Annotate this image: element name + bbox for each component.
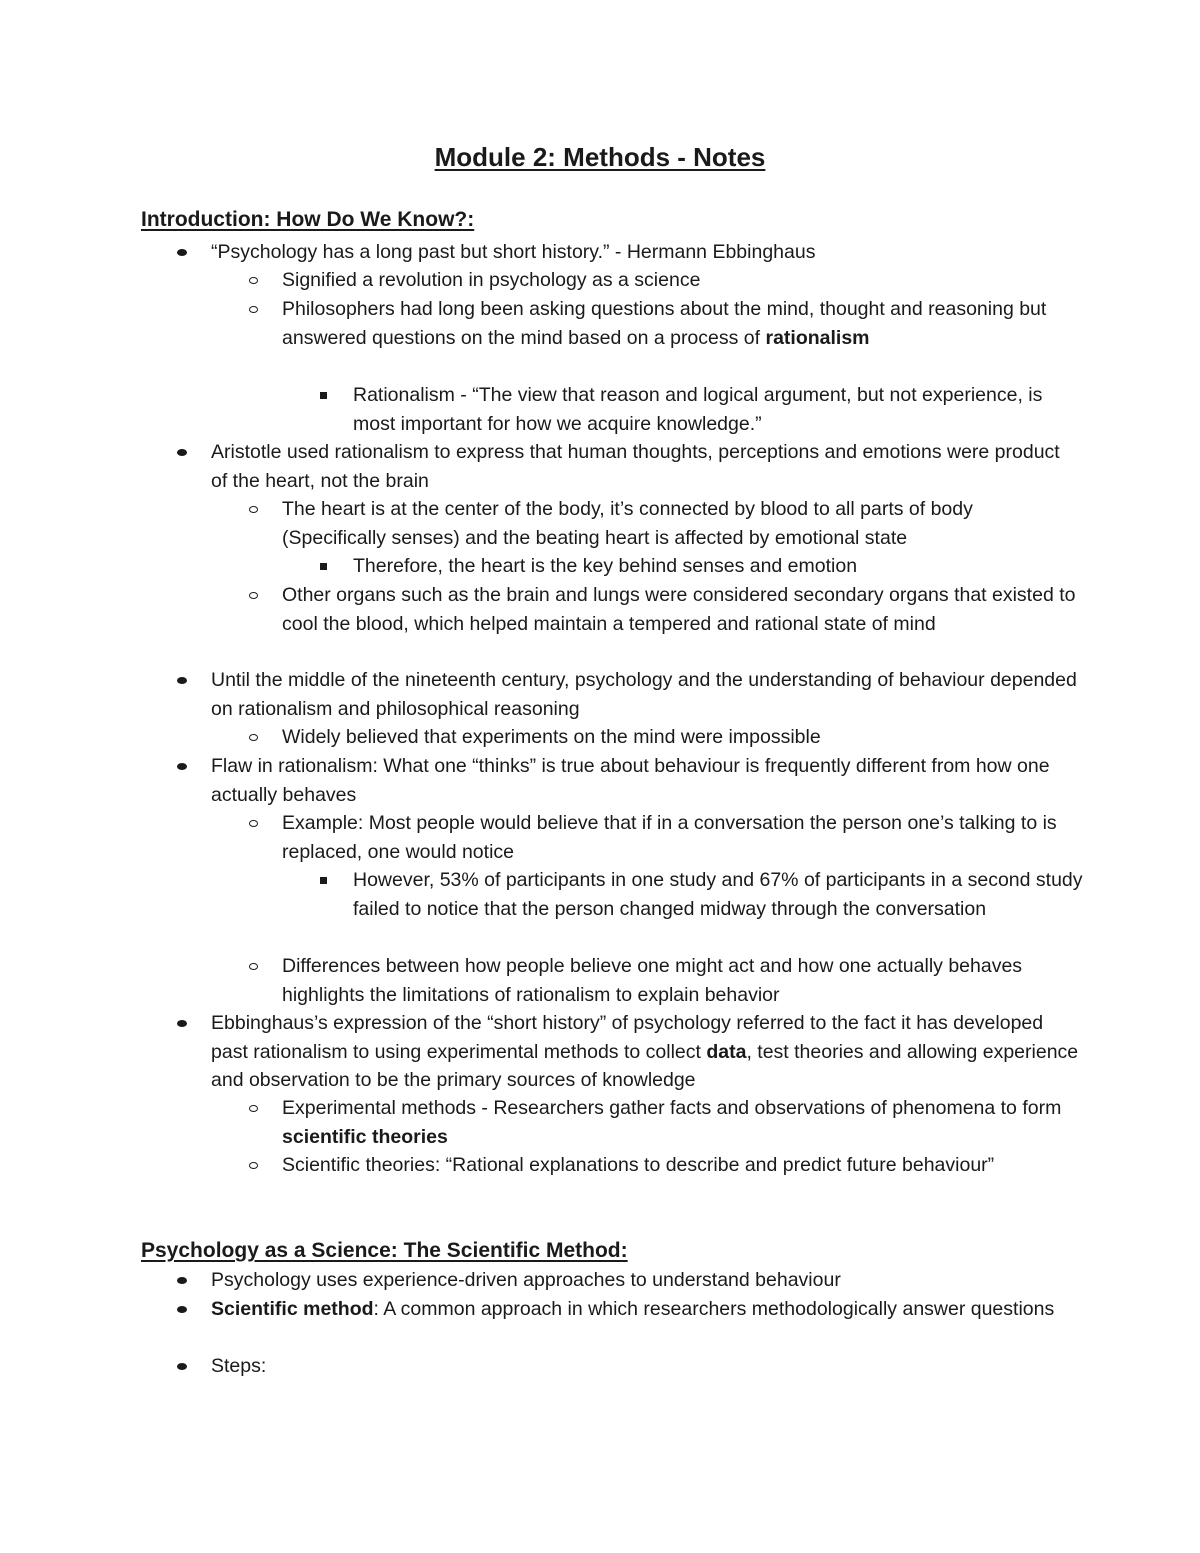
- text-run: Experimental methods - Researchers gather facts and observations of phenomena to form: [282, 1097, 1062, 1119]
- bullet-text: [282, 809, 1082, 866]
- bullet-text: [282, 266, 1082, 295]
- bold-term: data: [706, 1040, 747, 1063]
- bold-term: Scientific method: [211, 1298, 374, 1320]
- text-run: , test theories and allowing experience and observation to be the primary sources of knowledge: [211, 1040, 1079, 1091]
- hollow-circle-bullet-icon: [249, 723, 260, 752]
- sub-sub-bullet-item: [353, 381, 1083, 438]
- bullet-text: [282, 1094, 1082, 1151]
- hollow-circle-bullet-icon: [249, 581, 260, 610]
- text-run: Philosophers had long been asking questions about the mind, thought and reasoning but answered questions on the mind based on a process of: [282, 298, 1047, 349]
- sub-bullet-item: [282, 266, 1082, 295]
- sub-bullet-item: [282, 295, 1082, 352]
- text-run: However, 53% of participants in one study and 67% of participants in a second study failed to notice that the person changed midway through the conversation: [353, 869, 1083, 920]
- filled-circle-bullet-icon: [177, 238, 188, 267]
- bold-term: rationalism: [765, 326, 870, 349]
- text-run: The heart is at the center of the body, it’s connected by blood to all parts of body (Specifically senses) and the beating heart is affected by emotional state: [282, 498, 973, 549]
- bullet-text: [353, 866, 1083, 923]
- bold-term: scientific theories: [282, 1125, 448, 1148]
- sub-bullet-item: [282, 1094, 1082, 1151]
- filled-circle-bullet-icon: [177, 1352, 188, 1381]
- filled-circle-bullet-icon: [177, 438, 188, 467]
- hollow-circle-bullet-icon: [249, 1151, 260, 1180]
- bullet-text: [282, 495, 1082, 552]
- bullet-text: [211, 1266, 1081, 1295]
- bullet-text: [211, 1295, 1081, 1324]
- hollow-circle-bullet-icon: [249, 1094, 260, 1123]
- section-heading: Introduction: How Do We Know?:: [141, 208, 475, 231]
- hollow-circle-bullet-icon: [249, 295, 260, 324]
- text-run: Rationalism - “The view that reason and logical argument, but not experience, is most important for how we acquire knowledge.”: [353, 384, 1043, 435]
- text-run: Ebbinghaus’s expression of the “short history” of psychology referred to the fact it has developed past rationalism to using experimental methods to collect: [211, 1012, 1044, 1063]
- bullet-text: [211, 1009, 1081, 1095]
- sub-bullet-item: [282, 1151, 1082, 1180]
- sub-bullet-item: [282, 723, 1082, 752]
- bullet-item: [211, 1009, 1081, 1095]
- bullet-text: [282, 723, 1082, 752]
- square-bullet-icon: [320, 381, 329, 410]
- text-run: Therefore, the heart is the key behind senses and emotion: [353, 555, 858, 577]
- hollow-circle-bullet-icon: [249, 266, 260, 295]
- text-run: Aristotle used rationalism to express that human thoughts, perceptions and emotions were product of the heart, not the brain: [211, 441, 1060, 492]
- bullet-item: [211, 1266, 1081, 1295]
- text-run: Widely believed that experiments on the mind were impossible: [282, 726, 821, 748]
- text-run: Signified a revolution in psychology as a science: [282, 269, 701, 291]
- bullet-text: [282, 1151, 1082, 1180]
- bullet-text: [282, 295, 1082, 352]
- bullet-text: [211, 666, 1081, 723]
- hollow-circle-bullet-icon: [249, 809, 260, 838]
- filled-circle-bullet-icon: [177, 666, 188, 695]
- section-heading: Psychology as a Science: The Scientific Method:: [141, 1239, 628, 1262]
- text-run: Flaw in rationalism: What one “thinks” is true about behaviour is frequently different from how one actually behaves: [211, 755, 1050, 806]
- bullet-text: [282, 952, 1082, 1009]
- text-run: Psychology uses experience-driven approaches to understand behaviour: [211, 1269, 841, 1291]
- text-run: “Psychology has a long past but short history.” - Hermann Ebbinghaus: [211, 241, 816, 263]
- filled-circle-bullet-icon: [177, 752, 188, 781]
- filled-circle-bullet-icon: [177, 1266, 188, 1295]
- sub-bullet-item: [282, 809, 1082, 866]
- bullet-text: [282, 581, 1082, 638]
- text-run: Other organs such as the brain and lungs were considered secondary organs that existed to cool the blood, which helped maintain a tempered and rational state of mind: [282, 584, 1076, 635]
- sub-bullet-item: [282, 952, 1082, 1009]
- hollow-circle-bullet-icon: [249, 495, 260, 524]
- bullet-text: [211, 438, 1081, 495]
- bullet-item: [211, 752, 1081, 809]
- text-run: Until the middle of the nineteenth century, psychology and the understanding of behaviour depended on rationalism and philosophical reasoning: [211, 669, 1077, 720]
- text-run: Differences between how people believe one might act and how one actually behaves highlights the limitations of rationalism to explain behavior: [282, 955, 1023, 1006]
- filled-circle-bullet-icon: [177, 1295, 188, 1324]
- bullet-text: [211, 238, 1081, 267]
- bullet-item: [211, 238, 1081, 267]
- bullet-item: [211, 1295, 1081, 1324]
- sub-sub-bullet-item: [353, 552, 1083, 581]
- text-run: Example: Most people would believe that if in a conversation the person one’s talking to is replaced, one would notice: [282, 812, 1057, 863]
- square-bullet-icon: [320, 552, 329, 581]
- document-title: Module 2: Methods - Notes: [434, 142, 766, 172]
- square-bullet-icon: [320, 866, 329, 895]
- bullet-item: [211, 438, 1081, 495]
- text-run: Steps:: [211, 1355, 267, 1377]
- bullet-text: [211, 1352, 1081, 1381]
- sub-bullet-item: [282, 495, 1082, 552]
- bullet-item: [211, 1352, 1081, 1381]
- sub-sub-bullet-item: [353, 866, 1083, 923]
- filled-circle-bullet-icon: [177, 1009, 188, 1038]
- sub-bullet-item: [282, 581, 1082, 638]
- bullet-item: [211, 666, 1081, 723]
- hollow-circle-bullet-icon: [249, 952, 260, 981]
- text-run: Scientific theories: “Rational explanations to describe and predict future behaviour”: [282, 1154, 995, 1176]
- text-run: : A common approach in which researchers methodologically answer questions: [373, 1298, 1055, 1320]
- bullet-text: [353, 381, 1083, 438]
- bullet-text: [211, 752, 1081, 809]
- bullet-text: [353, 552, 1083, 581]
